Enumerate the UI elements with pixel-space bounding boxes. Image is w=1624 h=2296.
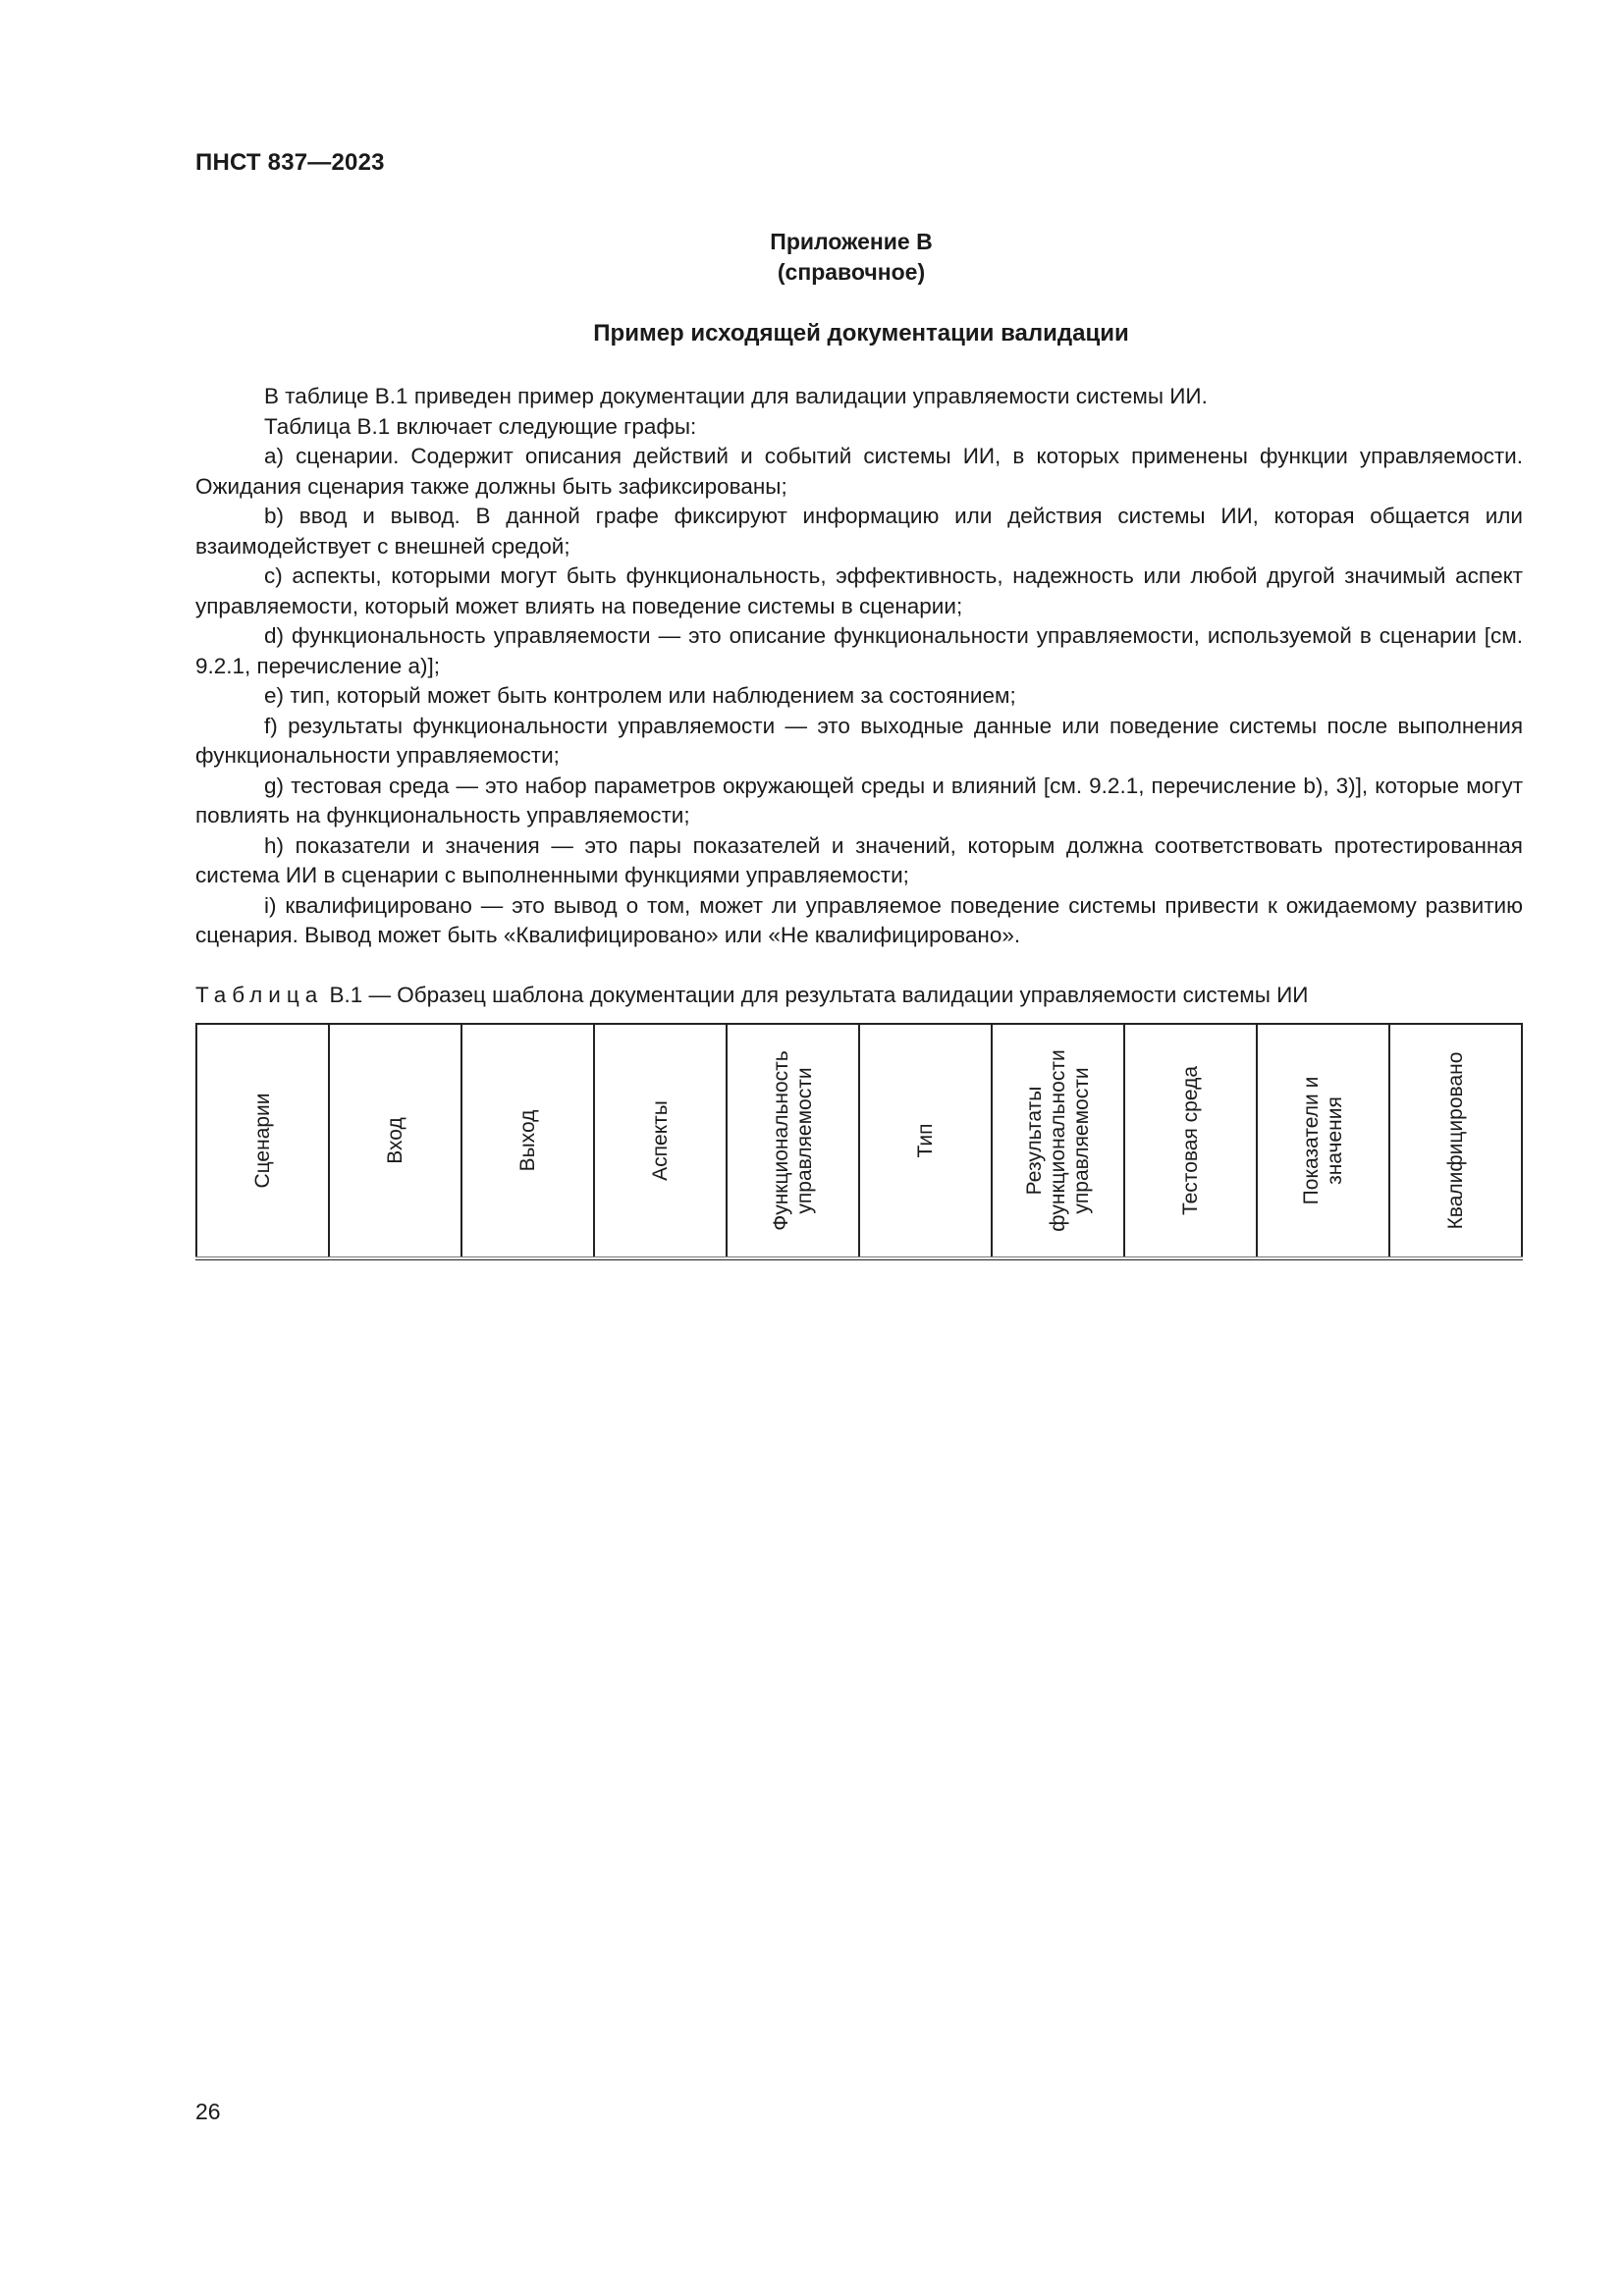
column-header: [992, 1024, 1124, 1258]
list-item-a: a) сценарии. Содержит описания действий и событий системы ИИ, в которых применены функции управляемости. Ожидания сценария также должны быть зафиксированы;: [195, 444, 1523, 499]
document-code: ПНСТ 837—2023: [195, 149, 385, 176]
column-header: [1124, 1024, 1257, 1258]
column-header-label: Сценарии: [250, 1093, 274, 1189]
list-item-c: c) аспекты, которыми могут быть функциональность, эффективность, надежность или любой другой значимый аспект управляемости, который может влиять на поведение системы в сценарии;: [195, 563, 1523, 618]
column-header: [329, 1024, 461, 1258]
list-item-b: b) ввод и вывод. В данной графе фиксируют информацию или действия системы ИИ, которая общается или взаимодействует с внешней средой;: [195, 504, 1523, 559]
column-header-label: Квалифицировано: [1443, 1051, 1467, 1230]
column-header-label: Результаты функциональности управляемости: [1022, 1049, 1093, 1232]
table-caption: [195, 983, 1308, 1008]
table-bottom-rule: [195, 1256, 1523, 1257]
column-header: [727, 1024, 859, 1258]
list-item-h: h) показатели и значения — это пары показателей и значений, которым должна соответствовать протестированная система ИИ в сценарии с выполненными функциями управляемости;: [195, 832, 1523, 887]
column-header: [1257, 1024, 1389, 1258]
body-text: [195, 382, 1523, 951]
paragraph: Таблица В.1 включает следующие графы:: [264, 413, 697, 439]
column-header: [594, 1024, 727, 1258]
section-title-block: [0, 320, 1624, 347]
list-item-f: f) результаты функциональности управляемости — это выходные данные или поведение системы после выполнения функциональности управляемости;: [195, 713, 1523, 768]
appendix-title: Приложение В: [770, 229, 933, 254]
page-number: 26: [195, 2099, 221, 2124]
list-item-d: d) функциональность управляемости — это описание функциональности управляемости, используемой в сценарии [см. 9.2.1, перечисление a)];: [195, 623, 1523, 678]
list-item-i: i) квалифицировано — это вывод о том, может ли управляемое поведение системы привести к ожидаемому развитию сценария. Вывод может быть «Квалифицировано» или «Не квалифицировано».: [195, 892, 1523, 947]
table-caption-label: Таблица: [195, 983, 324, 1007]
list-item-e: e) тип, который может быть контролем или наблюдением за состоянием;: [264, 683, 1016, 708]
list-item-g: g) тестовая среда — это набор параметров окружающей среды и влияний [см. 9.2.1, перечисление b), 3)], которые могут повлиять на функциональность управляемости;: [195, 773, 1523, 828]
column-header-label: Тип: [913, 1123, 937, 1158]
appendix-heading: [0, 227, 1624, 288]
column-header-label: Выход: [515, 1109, 539, 1172]
column-header-label: Функциональность управляемости: [769, 1050, 816, 1231]
paragraph: В таблице В.1 приведен пример документации для валидации управляемости системы ИИ.: [264, 384, 1208, 408]
section-title: Пример исходящей документации валидации: [593, 320, 1129, 347]
appendix-subtitle: (справочное): [777, 259, 926, 285]
column-header-label: Тестовая среда: [1178, 1065, 1202, 1216]
template-table: [195, 1023, 1523, 1260]
table-header-row: [196, 1024, 1522, 1258]
column-header: [859, 1024, 992, 1258]
column-header-label: Аспекты: [648, 1100, 672, 1181]
column-header: [1389, 1024, 1522, 1258]
column-header-label: Вход: [383, 1117, 406, 1164]
table-caption-text: В.1 — Образец шаблона документации для результата валидации управляемости системы ИИ: [329, 983, 1309, 1007]
column-header-label: Показатели и значения: [1299, 1076, 1346, 1205]
column-header: [461, 1024, 594, 1258]
column-header: [196, 1024, 329, 1258]
